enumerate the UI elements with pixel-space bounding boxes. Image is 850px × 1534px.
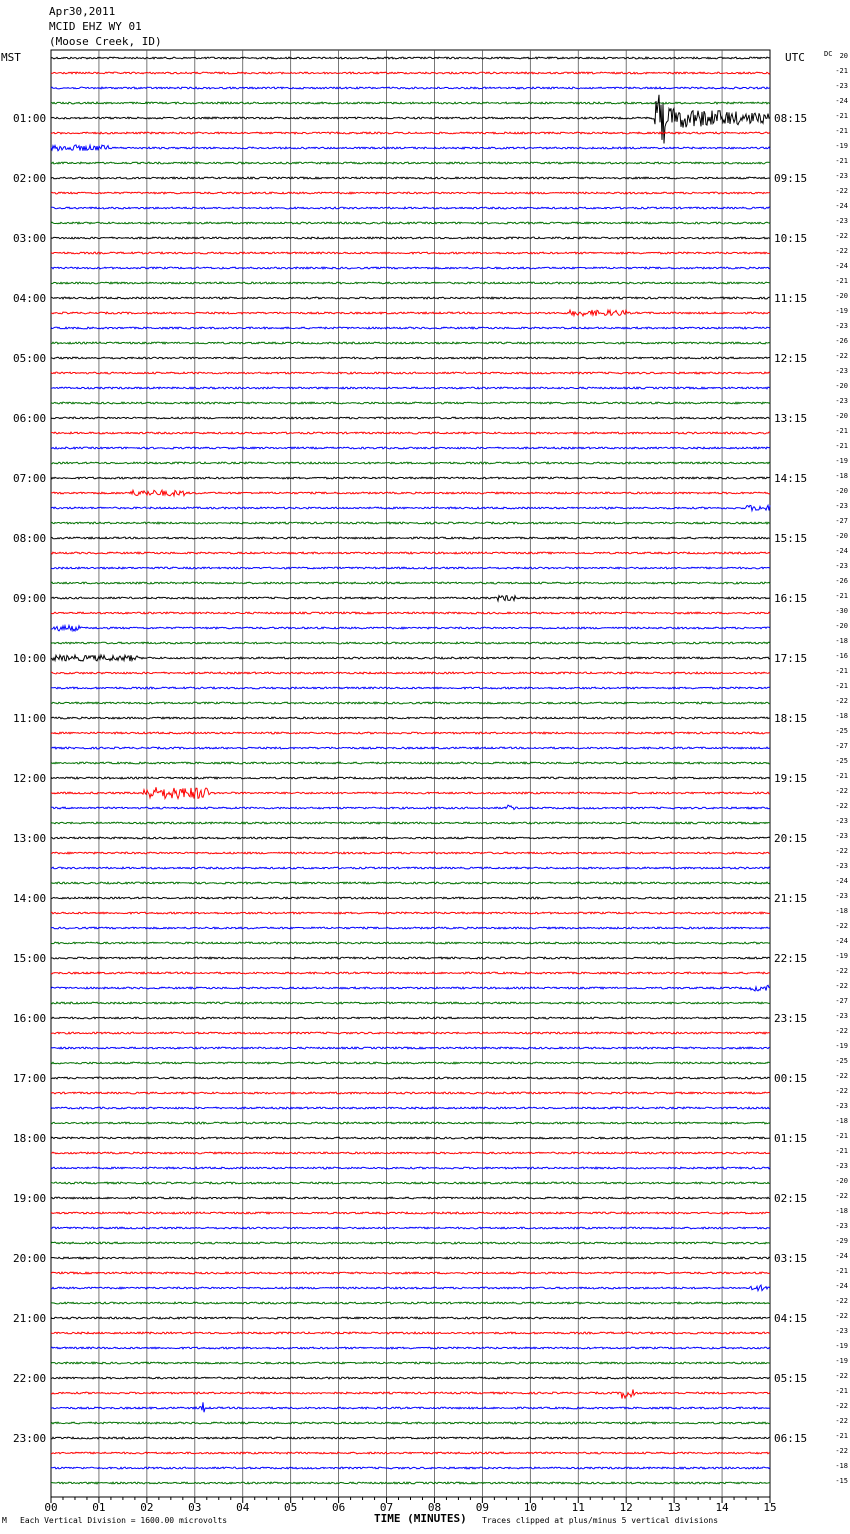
left-hour-label: 21:00 [13,1312,47,1325]
dc-offset-label: -23 [835,817,848,825]
x-tick-label: 04 [236,1501,250,1514]
dc-offset-label: -18 [835,637,848,645]
dc-offset-label: -22 [835,1297,848,1305]
dc-offset-label: -22 [835,967,848,975]
seismic-trace [51,1422,770,1424]
dc-offset-label: -18 [835,907,848,915]
right-hour-label: 19:15 [774,772,808,785]
seismic-trace [51,1182,770,1184]
left-hour-label: 14:00 [13,892,47,905]
dc-offset-label: -24 [835,262,848,270]
seismic-trace [51,1347,770,1349]
seismic-trace [51,1402,770,1412]
dc-offset-label: -23 [835,1102,848,1110]
seismic-trace [51,612,770,614]
seismic-trace [51,985,770,991]
dc-offset-label: -21 [835,1387,848,1395]
seismic-trace [51,357,770,359]
dc-offset-label: 20 [839,52,848,60]
x-tick-label: 00 [44,1501,58,1514]
seismic-trace [51,1092,770,1094]
dc-offset-label: -22 [835,352,848,360]
dc-offset-label: -19 [835,952,848,960]
left-hour-label: 15:00 [13,952,47,965]
dc-offset-label: -21 [835,277,848,285]
scale-note: Each Vertical Division = 1600.00 microvolts [20,1516,228,1525]
left-hour-label: 07:00 [13,472,47,485]
x-tick-label: 09 [475,1501,490,1514]
dc-offset-label: -22 [835,982,848,990]
seismic-trace [51,327,770,329]
seismic-trace [51,1482,770,1484]
seismic-trace [51,1332,770,1334]
seismic-trace [51,222,770,224]
dc-offset-label: -19 [835,1342,848,1350]
dc-offset-label: -22 [835,847,848,855]
seismic-trace [51,310,770,316]
left-hour-label: 11:00 [13,712,47,725]
seismic-trace [51,297,770,299]
seismic-trace [51,1017,770,1019]
dc-offset-label: -21 [835,1267,848,1275]
right-hour-label: 21:15 [774,892,808,905]
dc-offset-label: -22 [835,802,848,810]
dc-offset-label: -26 [835,577,848,585]
seismic-trace [51,837,770,839]
dc-offset-label: -20 [835,487,848,495]
seismic-trace [51,787,770,798]
right-hour-label: 10:15 [774,232,808,245]
seismic-trace [51,462,770,464]
dc-offset-label: -23 [835,322,848,330]
left-hour-label: 22:00 [13,1372,47,1385]
seismic-trace [51,432,770,434]
seismic-trace [51,702,770,704]
dc-offset-label: -21 [835,1132,848,1140]
seismic-trace [51,505,770,510]
left-hour-label: 09:00 [13,592,47,605]
seismic-trace [51,1122,770,1124]
right-hour-label: 14:15 [774,472,808,485]
dc-offset-label: -18 [835,1117,848,1125]
x-tick-label: 15 [763,1501,777,1514]
dc-offset-label: -20 [835,382,848,390]
seismic-trace [51,852,770,854]
seismic-trace [51,417,770,419]
right-hour-label: 23:15 [774,1012,808,1025]
dc-offset-label: -26 [835,337,848,345]
dc-offset-label: -23 [835,562,848,570]
seismic-trace [51,1002,770,1004]
seismic-trace [51,1062,770,1064]
seismic-trace [51,177,770,179]
left-hour-label: 20:00 [13,1252,47,1265]
x-tick-label: 03 [188,1501,202,1514]
seismic-trace [51,372,770,374]
seismic-trace [51,582,770,584]
seismic-trace [51,805,770,809]
seismic-trace [51,687,770,689]
seismic-trace [51,1257,770,1259]
right-hour-label: 22:15 [774,952,808,965]
dc-offset-label: -24 [835,1282,848,1290]
dc-offset-label: -23 [835,217,848,225]
dc-offset-label: -23 [835,172,848,180]
dc-offset-label: -22 [835,1192,848,1200]
seismic-trace [51,912,770,914]
x-tick-label: 13 [667,1501,681,1514]
seismic-trace [51,747,770,749]
right-hour-label: 06:15 [774,1432,808,1445]
seismic-trace [51,942,770,944]
x-tick-label: 10 [523,1501,537,1514]
seismic-trace [51,102,770,104]
seismic-trace [51,672,770,674]
seismic-trace [51,717,770,719]
seismic-trace [51,1137,770,1139]
plot-date: Apr30,2011 [49,5,116,18]
seismic-trace [51,162,770,164]
dc-offset-label: -23 [835,832,848,840]
right-hour-label: 17:15 [774,652,808,665]
seismic-trace [51,762,770,764]
seismic-trace [51,192,770,194]
left-hour-label: 10:00 [13,652,47,665]
dc-offset-label: -21 [835,157,848,165]
dc-offset-label: -23 [835,1327,848,1335]
left-hour-label: 06:00 [13,412,47,425]
seismic-trace [51,596,770,601]
dc-offset-label: -18 [835,712,848,720]
dc-offset-label: -24 [835,937,848,945]
seismic-trace [51,972,770,974]
dc-offset-label: -20 [835,532,848,540]
seismic-trace [51,777,770,779]
right-hour-label: 20:15 [774,832,808,845]
dc-offset-label: -21 [835,127,848,135]
dc-offset-label: -20 [835,1177,848,1185]
dc-offset-label: -21 [835,67,848,75]
seismic-trace [51,1390,770,1399]
seismic-trace [51,1197,770,1199]
seismic-trace [51,625,770,631]
seismic-trace [51,57,770,59]
dc-offset-label: -27 [835,997,848,1005]
left-hour-label: 12:00 [13,772,47,785]
dc-offset-label: -21 [835,772,848,780]
left-hour-label: 18:00 [13,1132,47,1145]
dc-offset-label: -21 [835,1147,848,1155]
dc-offset-label: -22 [835,1027,848,1035]
dc-offset-label: -24 [835,1252,848,1260]
seismic-trace [51,402,770,404]
seismic-trace [51,537,770,539]
seismic-trace [51,552,770,554]
seismic-trace [51,252,770,254]
seismic-trace [51,1272,770,1274]
left-hour-label: 05:00 [13,352,47,365]
dc-offset-label: -23 [835,1162,848,1170]
dc-offset-label: -16 [835,652,848,660]
dc-offset-label: -21 [835,682,848,690]
dc-offset-label: -22 [835,187,848,195]
x-axis-title: TIME (MINUTES) [374,1512,467,1525]
dc-offset-label: -23 [835,1222,848,1230]
seismic-trace [51,87,770,89]
seismic-trace [51,1212,770,1214]
x-tick-label: 14 [715,1501,729,1514]
seismic-trace [51,897,770,899]
dc-offset-label: -22 [835,232,848,240]
seismic-trace [51,1047,770,1049]
right-hour-label: 00:15 [774,1072,808,1085]
right-timezone-label: UTC [785,51,805,64]
seismic-trace [51,732,770,734]
seismic-trace [51,1227,770,1229]
seismic-trace [51,447,770,449]
seismic-trace [51,522,770,524]
dc-offset-label: -19 [835,457,848,465]
right-hour-label: 16:15 [774,592,808,605]
dc-offset-label: -29 [835,1237,848,1245]
dc-offset-label: -18 [835,1207,848,1215]
seismic-trace [51,1107,770,1109]
seismic-trace [51,72,770,74]
dc-offset-label: -20 [835,412,848,420]
station-location: (Moose Creek, ID) [49,35,162,48]
seismic-trace [51,1152,770,1154]
dc-offset-label: -25 [835,727,848,735]
dc-offset-label: -24 [835,97,848,105]
left-hour-label: 03:00 [13,232,47,245]
right-hour-label: 01:15 [774,1132,808,1145]
dc-offset-label: -18 [835,1462,848,1470]
right-hour-label: 13:15 [774,412,808,425]
seismic-trace [51,1302,770,1304]
seismic-trace [51,490,770,496]
left-hour-label: 08:00 [13,532,47,545]
seismic-trace [51,822,770,824]
seismic-trace [51,1467,770,1469]
dc-offset-label: -22 [835,1417,848,1425]
seismic-trace [51,1362,770,1364]
right-hour-label: 02:15 [774,1192,808,1205]
dc-offset-label: -22 [835,1072,848,1080]
right-hour-label: 12:15 [774,352,808,365]
dc-offset-label: -25 [835,1057,848,1065]
seismic-trace [51,867,770,869]
left-hour-label: 16:00 [13,1012,47,1025]
x-tick-label: 07 [379,1501,394,1514]
left-hour-label: 19:00 [13,1192,47,1205]
right-hour-label: 09:15 [774,172,808,185]
seismic-trace [51,145,770,151]
dc-offset-label: -21 [835,592,848,600]
seismic-trace [51,957,770,959]
dc-offset-label: -22 [835,1447,848,1455]
seismic-trace [51,927,770,929]
x-tick-label: 11 [571,1501,585,1514]
seismic-trace [51,207,770,209]
dc-offset-label: -24 [835,877,848,885]
seismic-trace [51,655,770,661]
seismic-trace [51,1167,770,1169]
corner-mark: M [2,1516,7,1525]
left-timezone-label: MST [1,51,21,64]
seismic-trace [51,1452,770,1454]
dc-offset-label: -24 [835,202,848,210]
dc-offset-label: -22 [835,1372,848,1380]
dc-offset-label: -20 [835,292,848,300]
left-hour-label: 13:00 [13,832,47,845]
dc-offset-label: -22 [835,247,848,255]
seismic-trace [51,1285,770,1291]
dc-offset-label: -23 [835,367,848,375]
seismic-trace [51,1437,770,1439]
right-hour-label: 03:15 [774,1252,808,1265]
seismic-trace [51,1317,770,1319]
seismic-trace [51,1032,770,1034]
dc-offset-label: -30 [835,607,848,615]
right-hour-label: 05:15 [774,1372,808,1385]
dc-offset-label: -21 [835,112,848,120]
seismic-trace [51,1077,770,1079]
seismic-trace [51,95,770,144]
left-hour-label: 04:00 [13,292,47,305]
dc-offset-label: -19 [835,1042,848,1050]
left-hour-label: 01:00 [13,112,47,125]
seismic-trace [51,1377,770,1379]
dc-offset-label: -22 [835,787,848,795]
left-hour-label: 17:00 [13,1072,47,1085]
x-tick-label: 02 [140,1501,154,1514]
seismic-trace [51,387,770,389]
seismic-trace [51,477,770,479]
dc-offset-label: -23 [835,502,848,510]
dc-offset-label: -21 [835,427,848,435]
dc-offset-label: -21 [835,667,848,675]
dc-offset-label: -23 [835,1012,848,1020]
station-code: MCID EHZ WY 01 [49,20,142,33]
dc-offset-label: -23 [835,862,848,870]
dc-offset-label: -22 [835,697,848,705]
seismic-trace [51,237,770,239]
dc-offset-label: -19 [835,307,848,315]
dc-offset-label: -27 [835,742,848,750]
dc-offset-label: -21 [835,442,848,450]
dc-offset-label: -23 [835,82,848,90]
dc-offset-label: -25 [835,757,848,765]
right-hour-label: 08:15 [774,112,808,125]
left-hour-label: 23:00 [13,1432,47,1445]
dc-offset-label: -20 [835,622,848,630]
dc-offset-label: -27 [835,517,848,525]
x-tick-label: 05 [284,1501,298,1514]
dc-header-label: DC [824,50,833,58]
dc-offset-label: -23 [835,397,848,405]
seismic-trace [51,282,770,284]
seismic-trace [51,342,770,344]
dc-offset-label: -24 [835,547,848,555]
dc-offset-label: -22 [835,1087,848,1095]
dc-offset-label: -15 [835,1477,848,1485]
seismic-trace [51,642,770,644]
dc-offset-label: -19 [835,142,848,150]
dc-offset-label: -21 [835,1432,848,1440]
dc-offset-label: -22 [835,1312,848,1320]
x-tick-label: 01 [92,1501,106,1514]
right-hour-label: 18:15 [774,712,808,725]
dc-offset-label: -22 [835,922,848,930]
seismic-trace [51,567,770,569]
seismic-trace [51,1242,770,1244]
right-hour-label: 15:15 [774,532,808,545]
dc-offset-label: -22 [835,1402,848,1410]
right-hour-label: 11:15 [774,292,808,305]
x-tick-label: 06 [331,1501,346,1514]
dc-offset-label: -19 [835,1357,848,1365]
x-tick-label: 12 [619,1501,633,1514]
seismic-trace [51,882,770,884]
left-hour-label: 02:00 [13,172,47,185]
clip-note: Traces clipped at plus/minus 5 vertical divisions [482,1516,719,1525]
dc-offset-label: -18 [835,472,848,480]
x-tick-label: 08 [427,1501,442,1514]
right-hour-label: 04:15 [774,1312,808,1325]
seismic-trace [51,267,770,269]
dc-offset-label: -23 [835,892,848,900]
